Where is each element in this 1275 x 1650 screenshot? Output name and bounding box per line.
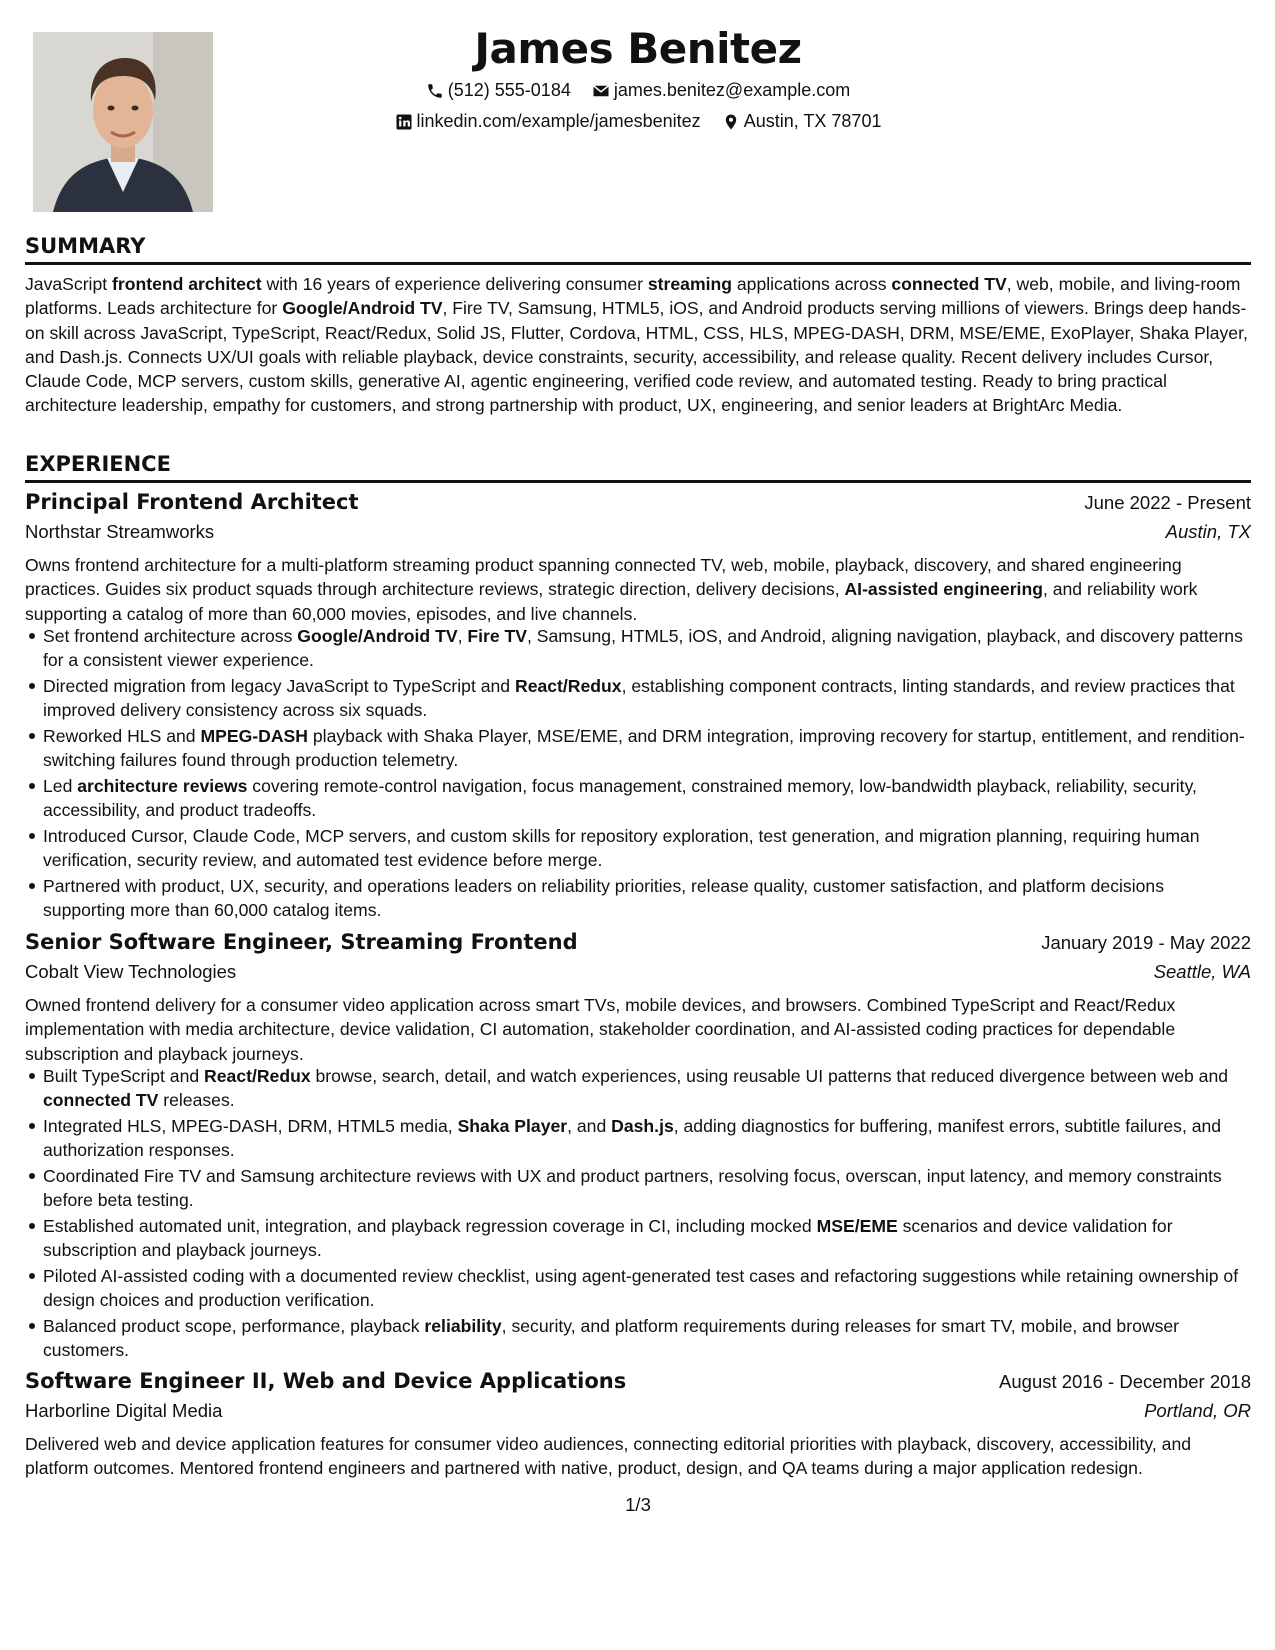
text-run: playback with Shaka Player, MSE/EME, and DRM integration, improving recovery for startup, entitlement, and rendition-switching failures found through production telemetry. bbox=[43, 726, 1245, 770]
job-title: Senior Software Engineer, Streaming Frontend bbox=[25, 930, 578, 954]
resume-page bbox=[25, 0, 1251, 1650]
text-run: , establishing component contracts, linting standards, and review practices that improved delivery consistency across six squads. bbox=[43, 676, 1235, 720]
bullet-item bbox=[25, 1164, 1251, 1212]
envelope-icon bbox=[592, 82, 610, 100]
bullet-item bbox=[25, 624, 1251, 672]
text-run: Set frontend architecture across bbox=[43, 626, 298, 646]
text-run: applications across bbox=[731, 274, 892, 294]
text-run: , bbox=[457, 626, 468, 646]
text-run: Reworked HLS and bbox=[43, 726, 201, 746]
linkedin-text: linkedin.com/example/jamesbenitez bbox=[416, 111, 701, 131]
bold-keyword: Google/Android TV bbox=[282, 298, 443, 319]
location-text: Austin, TX 78701 bbox=[743, 111, 882, 131]
company-name: Northstar Streamworks bbox=[25, 521, 215, 542]
text-run: , security, and platform requirements during releases for smart TV, mobile, and browser customers. bbox=[43, 1316, 1180, 1360]
job-location: Austin, TX bbox=[1165, 521, 1251, 542]
text-run: covering remote-control navigation, focus management, constrained memory, low-bandwidth playback, reliability, security, accessibility, and product tradeoffs. bbox=[43, 776, 1197, 820]
phone-contact[interactable] bbox=[426, 80, 571, 101]
job-description bbox=[25, 1432, 1251, 1481]
job-dates: January 2019 - May 2022 bbox=[1041, 932, 1251, 953]
page-number: 1/3 bbox=[625, 1494, 651, 1515]
map-pin-icon bbox=[722, 113, 740, 131]
bold-keyword: React/Redux bbox=[514, 676, 622, 696]
text-run: , and bbox=[567, 1116, 612, 1136]
summary-heading: SUMMARY bbox=[25, 234, 1251, 265]
job-description bbox=[25, 993, 1251, 1066]
text-run: Owned frontend delivery for a consumer video application across smart TVs, mobile devices, and browsers. Combined TypeScript and React/Redux implementation with media architecture, device validation, CI automation, stakeholder coordination, and AI-assisted coding practices for dependable subscription and playback journeys. bbox=[25, 995, 1176, 1064]
text-run: browse, search, detail, and watch experiences, using reusable UI patterns that reduced divergence between web and bbox=[310, 1066, 1229, 1086]
bold-keyword: AI-assisted engineering bbox=[844, 579, 1043, 600]
text-run: releases. bbox=[158, 1090, 235, 1110]
job-bullets bbox=[25, 624, 1251, 924]
text-run: Built TypeScript and bbox=[43, 1066, 205, 1086]
bold-keyword: Fire TV bbox=[467, 626, 527, 646]
job-dates: June 2022 - Present bbox=[1084, 492, 1251, 513]
job-title: Principal Frontend Architect bbox=[25, 490, 359, 514]
summary-text bbox=[25, 272, 1251, 418]
bold-keyword: frontend architect bbox=[112, 274, 262, 294]
bold-keyword: reliability bbox=[424, 1316, 502, 1336]
job-location: Portland, OR bbox=[1144, 1400, 1251, 1421]
job-bullets bbox=[25, 1064, 1251, 1364]
text-run: , adding diagnostics for buffering, manifest errors, subtitle failures, and authorization responses. bbox=[43, 1116, 1222, 1160]
text-run: scenarios and device validation for subscription and playback journeys. bbox=[43, 1216, 1173, 1260]
text-run: , web, mobile, and living-room platforms. Leads architecture for bbox=[25, 274, 1241, 319]
job-dates: August 2016 - December 2018 bbox=[999, 1371, 1251, 1392]
bold-keyword: React/Redux bbox=[204, 1066, 311, 1086]
bullet-item bbox=[25, 774, 1251, 822]
text-run: Piloted AI-assisted coding with a documented review checklist, using agent-generated test cases and refactoring suggestions while retaining ownership of design choices and production verification. bbox=[43, 1266, 1239, 1310]
candidate-name: James Benitez bbox=[474, 24, 802, 73]
bullet-item bbox=[25, 674, 1251, 722]
job-location: Seattle, WA bbox=[1153, 961, 1251, 982]
text-run: , Fire TV, Samsung, HTML5, iOS, and Android products serving millions of viewers. Brings deep hands-on skill across JavaScript, TypeScript, React/Redux, Solid JS, Flutter, Cordova, HTML, CSS, HLS, MPEG-DASH, DRM, MSE/EME, ExoPlayer, Shaka Player, and Dash.js. Connects UX/UI goals with reliable playback, device constraints, security, accessibility, and release quality. Recent delivery includes Cursor, Claude Code, MCP servers, custom skills, generative AI, agentic engineering, verified code review, and automated testing. Ready to bring practical architecture leadership, empathy for customers, and strong partnership with product, UX, engineering, and senior leaders at BrightArc Media. bbox=[25, 298, 1248, 416]
location-contact bbox=[722, 111, 882, 132]
text-run: Owns frontend architecture for a multi-platform streaming product spanning connected TV, web, mobile, playback, discovery, and shared engineering practices. Guides six product squads through architecture reviews, strategic direction, delivery decisions, bbox=[25, 555, 1182, 600]
bullet-item bbox=[25, 1114, 1251, 1162]
bullet-item bbox=[25, 1214, 1251, 1262]
text-run: , and reliability work supporting a catalog of more than 60,000 movies, episodes, and live channels. bbox=[25, 579, 1198, 624]
phone-icon bbox=[426, 82, 444, 100]
bullet-item bbox=[25, 724, 1251, 772]
text-run: Led bbox=[43, 776, 78, 796]
email-text: james.benitez@example.com bbox=[613, 80, 851, 100]
contact-row-1 bbox=[25, 80, 1251, 105]
company-name: Harborline Digital Media bbox=[25, 1400, 223, 1421]
text-run: Established automated unit, integration, and playback regression coverage in CI, including mocked bbox=[43, 1216, 817, 1236]
text-run: Directed migration from legacy JavaScript to TypeScript and bbox=[43, 676, 515, 696]
text-run: Balanced product scope, performance, playback bbox=[43, 1316, 425, 1336]
bold-keyword: Shaka Player bbox=[457, 1116, 568, 1136]
bold-keyword: MPEG-DASH bbox=[200, 726, 308, 746]
bold-keyword: Google/Android TV bbox=[297, 626, 458, 646]
bold-keyword: MSE/EME bbox=[816, 1216, 898, 1236]
bullet-item bbox=[25, 824, 1251, 872]
experience-heading: EXPERIENCE bbox=[25, 452, 1251, 483]
company-name: Cobalt View Technologies bbox=[25, 961, 237, 982]
phone-text: (512) 555-0184 bbox=[447, 80, 571, 100]
contact-row-2 bbox=[25, 111, 1251, 136]
bold-keyword: Dash.js bbox=[611, 1116, 674, 1136]
bullet-item bbox=[25, 1064, 1251, 1112]
bullet-item bbox=[25, 874, 1251, 922]
text-run: Delivered web and device application features for consumer video audiences, connecting editorial priorities with playback, discovery, accessibility, and platform outcomes. Mentored frontend engineers and partnered with native, product, design, and QA teams during a major application redesign. bbox=[25, 1434, 1192, 1479]
linkedin-contact[interactable] bbox=[395, 111, 701, 132]
job-title: Software Engineer II, Web and Device Applications bbox=[25, 1369, 627, 1393]
text-run: Introduced Cursor, Claude Code, MCP servers, and custom skills for repository exploration, test generation, and migration planning, requiring human verification, security review, and automated test evidence before merge. bbox=[43, 826, 1200, 870]
bullet-item bbox=[25, 1264, 1251, 1312]
bullet-item bbox=[25, 1314, 1251, 1362]
text-run: Partnered with product, UX, security, and operations leaders on reliability priorities, release quality, customer satisfaction, and platform decisions supporting more than 60,000 catalog items. bbox=[43, 876, 1164, 920]
bold-keyword: connected TV bbox=[891, 274, 1007, 294]
text-run: Coordinated Fire TV and Samsung architecture reviews with UX and product partners, resolving focus, overscan, input latency, and memory constraints before beta testing. bbox=[43, 1166, 1222, 1210]
text-run: Integrated HLS, MPEG-DASH, DRM, HTML5 media, bbox=[43, 1116, 458, 1136]
text-run: JavaScript bbox=[25, 274, 113, 294]
linkedin-icon bbox=[395, 113, 413, 131]
text-run: with 16 years of experience delivering consumer bbox=[261, 274, 648, 294]
email-contact[interactable] bbox=[592, 80, 850, 101]
bold-keyword: streaming bbox=[647, 274, 732, 294]
bold-keyword: connected TV bbox=[43, 1090, 159, 1110]
bold-keyword: architecture reviews bbox=[77, 776, 248, 796]
text-run: , Samsung, HTML5, iOS, and Android, aligning navigation, playback, and discovery patterns for a consistent viewer experience. bbox=[43, 626, 1243, 670]
job-description bbox=[25, 553, 1251, 626]
